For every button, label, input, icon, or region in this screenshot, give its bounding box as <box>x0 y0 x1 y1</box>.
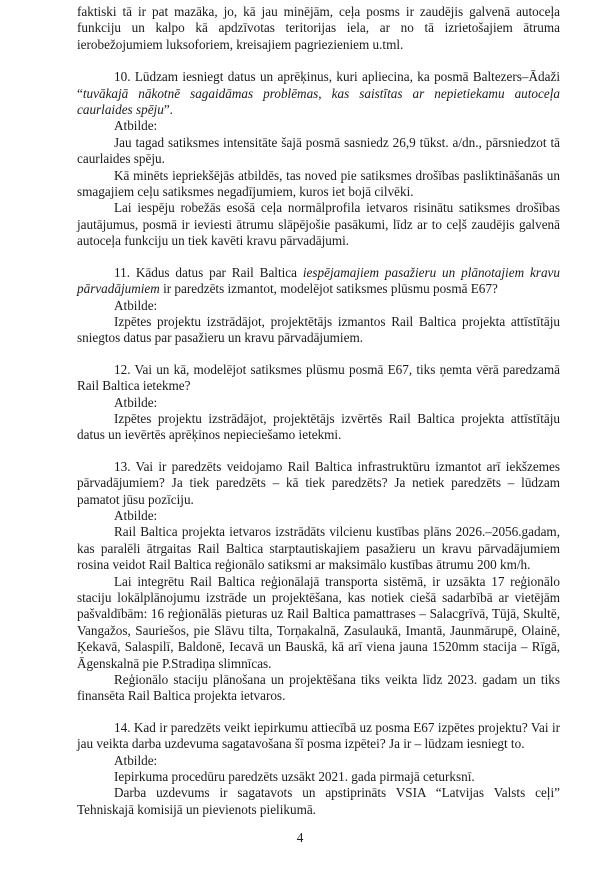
answer-13-paragraph-1: Rail Baltica projekta ietvaros izstrādāts vilcienu kustības plāns 2026.–2056.gadam, kas paralēli ātrgaitas Rail Baltica starptautiskajiem pasažieru un kravu pārvadājumiem rosina veidot Rail Baltica reģionālo satiksmi ar maksimālo kustības ātrumu 200 km/h. <box>77 524 560 573</box>
question-13: 13. Vai ir paredzēts veidojamo Rail Baltica infrastruktūru izmantot arī iekšzemes pārvadājumiem? Ja tiek paredzēts – kā tiek paredzēts? Ja netiek paredzēts – lūdzam pamatot jūsu pozīciju. <box>77 458 560 507</box>
question-11-emphasis: iespējamajiem pasažieru un plānotajiem kravu pārvadājumiem <box>77 264 560 297</box>
question-11-tail: ir paredzēts izmantot, modelējot satiksmes plūsmu posmā E67? <box>159 281 498 297</box>
answer-10-paragraph-1: Jau tagad satiksmes intensitāte šajā posmā sasniedz 26,9 tūkst. a/dn., pārsniedzot tā caurlaides spēju. <box>77 134 560 167</box>
intro-paragraph: faktiski tā ir pat mazāka, jo, kā jau minējām, ceļa posms ir zaudējis galvenā autoceļa funkciju un kalpo kā apdzīvotas teritorijas iela, ar no tā izrietošajiem ātruma ierobežojumiem luksoforiem, kreisajiem pagriezieniem u.tml. <box>77 4 560 52</box>
question-12: 12. Vai un kā, modelējot satiksmes plūsmu posmā E67, tiks ņemta vērā paredzamā Rail Baltica ietekme? <box>77 361 560 394</box>
answer-10-paragraph-3: Lai iespēju robežās esošā ceļa normālprofila ietvaros risinātu satiksmes drošības jautājumus, posmā ir ieviesti ātrumu slāpējošie pasākumi, līdz ar to ceļš zaudējis galvenā autoceļa funkciju un tiek kavēti kravu pārvadājumi. <box>77 200 560 249</box>
question-14: 14. Kad ir paredzēts veikt iepirkumu attiecībā uz posma E67 izpētes projektu? Vai ir jau veikta darba uzdevuma sagatavošana šī posma izpētei? Ja ir – lūdzam iesniegt to. <box>77 719 560 752</box>
question-10 <box>77 69 560 118</box>
page-number: 4 <box>296 830 304 845</box>
answer-10-label: Atbilde: <box>114 118 158 134</box>
answer-12-paragraph-1: Izpētes projektu izstrādājot, projektētājs izvērtēs Rail Baltica projekta attīstītāju datus un ievērtēs aprēķinos nepieciešamo ietekmi. <box>77 410 560 443</box>
answer-12-label: Atbilde: <box>114 394 158 410</box>
answer-14-paragraph-2: Darba uzdevums ir sagatavots un apstiprināts VSIA “Latvijas Valsts ceļi” Tehniskajā komisijā un pievienots pielikumā. <box>77 785 560 817</box>
question-10-lead: 10. Lūdzam iesniegt datus un aprēķinus, kuri apliecina, ka posmā Baltezers–Ādaži “ <box>77 69 560 101</box>
answer-11-label: Atbilde: <box>114 297 158 313</box>
answer-11-paragraph-1: Izpētes projektu izstrādājot, projektētājs izmantos Rail Baltica projekta attīstītāju sniegtos datus par pasažieru un kravu pārvadājumiem. <box>77 313 560 346</box>
answer-13-paragraph-3: Reģionālo staciju plānošana un projektēšana tiks veikta līdz 2023. gadam un tiks finansēta Rail Baltica projekta ietvaros. <box>77 672 560 704</box>
answer-14-paragraph-1: Iepirkuma procedūru paredzēts uzsākt 2021. gada pirmajā ceturksnī. <box>114 769 475 785</box>
question-10-tail: ”. <box>163 102 173 118</box>
answer-13-label: Atbilde: <box>114 507 158 523</box>
question-11 <box>77 265 560 298</box>
answer-13-paragraph-2: Lai integrētu Rail Baltica reģionālajā transporta sistēmā, ir uzsākta 17 reģionālo staciju lokālplānojumu izstrāde un projektēšana, kas notiek ciešā sadarbībā ar vietējām pašvaldībām: 16 reģionālās pieturas uz Rail Baltica pamattrases – Salacgrīvā, Tūjā, Skultē, Vangažos, Sauriešos, pie Slāvu tilta, Torņakalnā, Zasulaukā, Imantā, Jaunmārupē, Olainē, Ķekavā, Salaspilī, Baldonē, Iecavā un Bauskā, kā arī viena jauna 1520mm stacija – Rīgā, Āgenskalnā pie P.Stradiņa slimnīcas. <box>77 573 560 671</box>
answer-14-label: Atbilde: <box>114 752 158 768</box>
question-11-lead: 11. Kādus datus par Rail Baltica <box>114 264 303 280</box>
question-10-quote: tuvākajā nākotnē sagaidāmas problēmas, kas saistītas ar nepietiekamu autoceļa caurlaides spēju <box>77 85 560 118</box>
answer-10-paragraph-2: Kā minēts iepriekšējās atbildēs, tas noved pie satiksmes drošības pasliktināšanās un smagajiem ceļu satiksmes negadījumiem, kuros iet bojā cilvēki. <box>77 167 560 200</box>
